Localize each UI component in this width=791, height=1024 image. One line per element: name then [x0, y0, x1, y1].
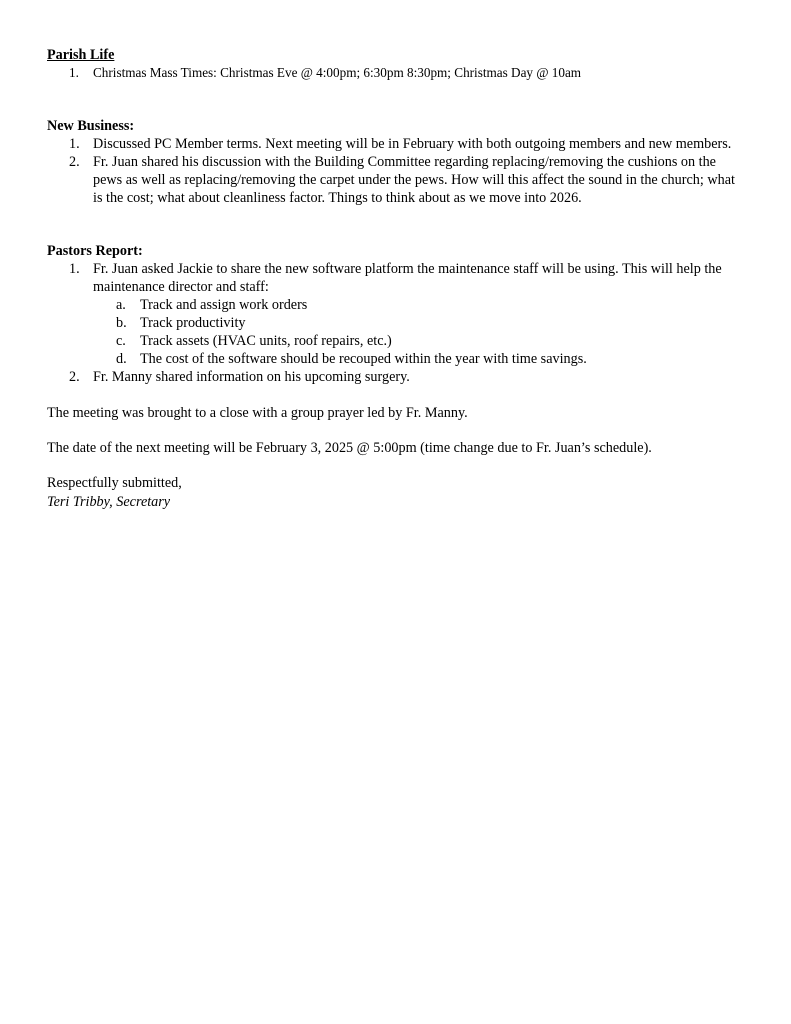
item-number: 2.	[69, 369, 80, 385]
list-item	[47, 368, 747, 386]
parish-life-list	[47, 64, 747, 82]
item-text: Fr. Manny shared information on his upcoming surgery.	[93, 369, 410, 385]
sub-list-item	[93, 332, 747, 350]
sub-item-letter: c.	[116, 333, 126, 349]
sub-item-text: Track and assign work orders	[140, 297, 308, 313]
pastors-report-section	[47, 242, 747, 386]
sub-list-item	[93, 296, 747, 314]
sub-item-letter: a.	[116, 297, 126, 313]
pastors-report-list	[47, 260, 747, 386]
signoff	[47, 474, 747, 511]
item-text: Fr. Juan shared his discussion with the Building Committee regarding replacing/removing the cushions on the pews as well as replacing/removing the carpet under the pews. How will this affect the sound in the church; what is the cost; what about cleanliness factor. Things to think about as we move into 2026.	[93, 154, 735, 206]
sub-list-item	[93, 314, 747, 332]
new-business-section	[47, 117, 747, 207]
item-text: Christmas Mass Times: Christmas Eve @ 4:00pm; 6:30pm 8:30pm; Christmas Day @ 10am	[93, 65, 582, 80]
sub-list	[93, 296, 747, 368]
item-number: 1.	[69, 136, 80, 152]
item-text: Discussed PC Member terms. Next meeting will be in February with both outgoing members and new members.	[93, 136, 732, 152]
signoff-line: Respectfully submitted,	[47, 475, 182, 491]
item-number: 2.	[69, 154, 80, 170]
sub-item-letter: b.	[116, 315, 127, 331]
parish-life-section	[47, 46, 747, 82]
list-item	[47, 260, 747, 368]
new-business-heading: New Business:	[47, 118, 135, 134]
closing-paragraph: The meeting was brought to a close with a group prayer led by Fr. Manny.	[47, 405, 468, 421]
document-page	[47, 46, 747, 511]
pastors-report-heading: Pastors Report:	[47, 243, 143, 259]
sub-list-item	[93, 350, 747, 368]
list-item	[47, 64, 747, 82]
item-number: 1.	[69, 261, 80, 277]
item-text: Fr. Juan asked Jackie to share the new software platform the maintenance staff will be using. This will help the maintenance director and staff:	[93, 261, 722, 295]
new-business-list	[47, 135, 747, 207]
sub-item-text: The cost of the software should be recouped within the year with time savings.	[140, 351, 587, 367]
list-item	[47, 153, 747, 207]
sub-item-text: Track productivity	[140, 315, 246, 331]
sub-item-text: Track assets (HVAC units, roof repairs, etc.)	[140, 333, 392, 349]
item-number: 1.	[69, 65, 79, 80]
parish-life-heading: Parish Life	[47, 47, 115, 63]
next-meeting-paragraph: The date of the next meeting will be February 3, 2025 @ 5:00pm (time change due to Fr. Juan’s schedule).	[47, 440, 652, 456]
signoff-name: Teri Tribby, Secretary	[47, 494, 171, 510]
sub-item-letter: d.	[116, 351, 127, 367]
list-item	[47, 135, 747, 153]
